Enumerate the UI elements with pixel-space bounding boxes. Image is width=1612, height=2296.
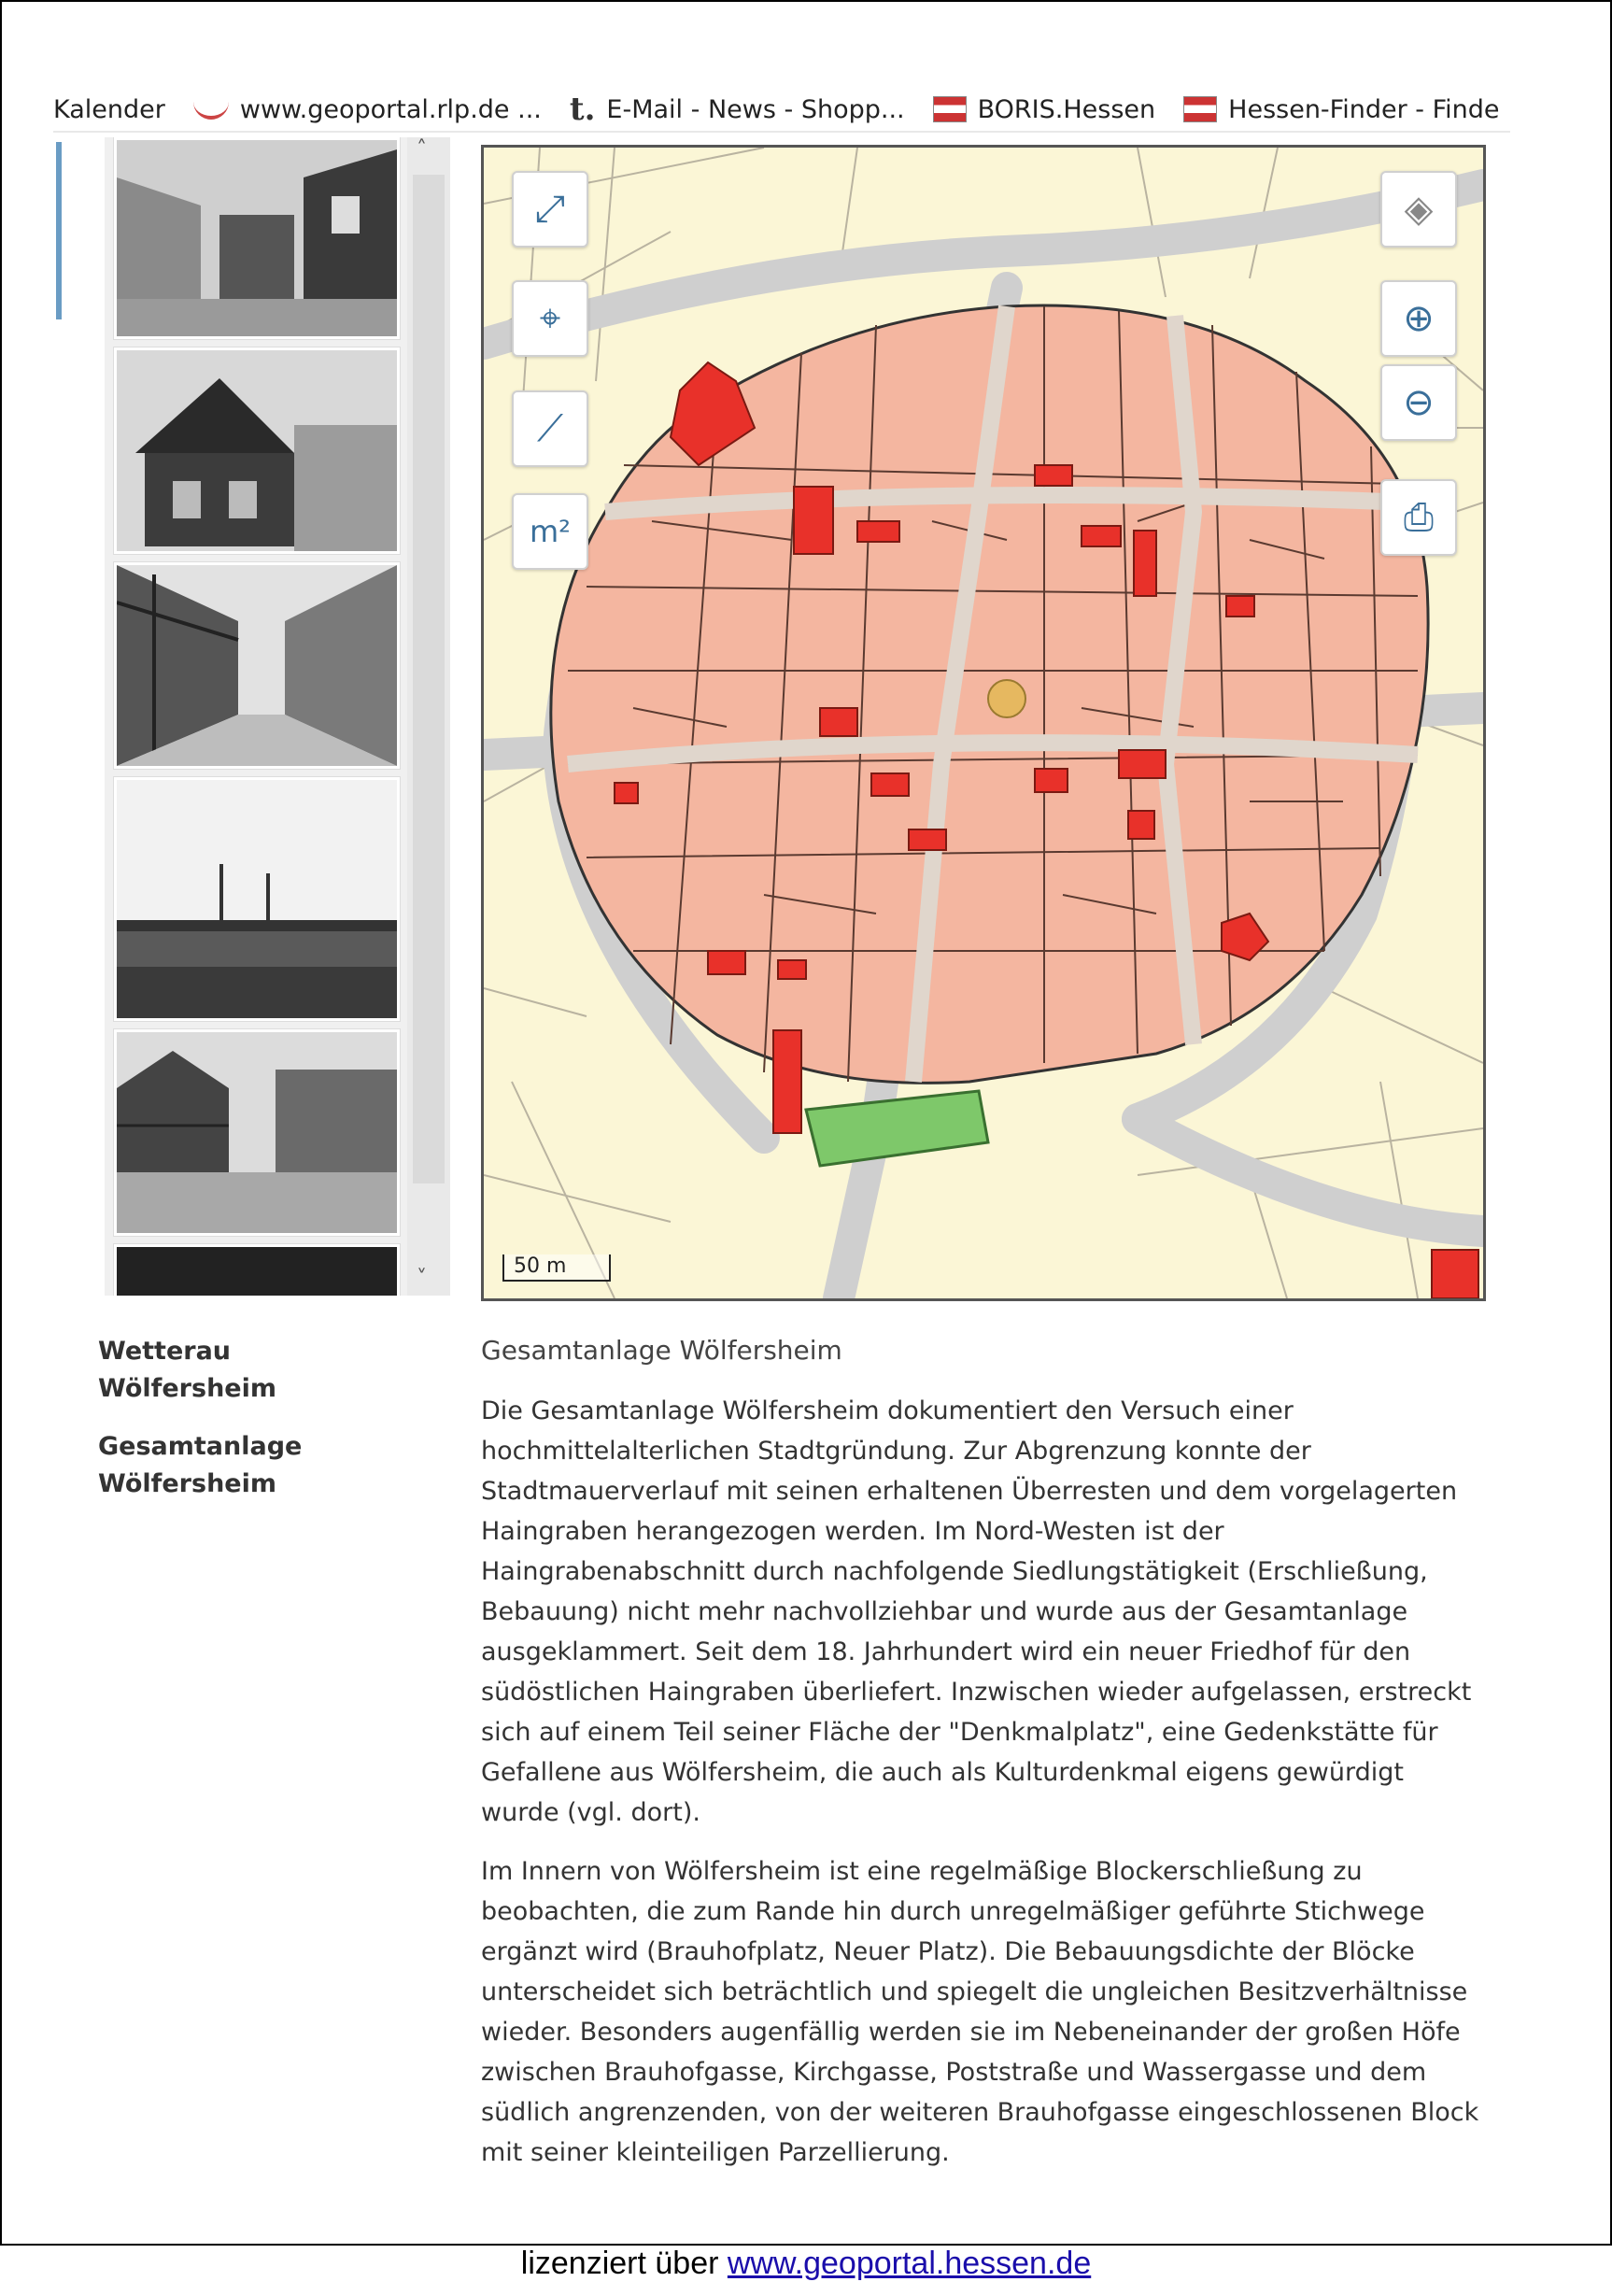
locate-icon[interactable]: ⌖ (512, 280, 588, 357)
cadastral-map (484, 148, 1483, 1298)
entry-name[interactable]: Wölfersheim (98, 1469, 276, 1498)
photo-thumbnail[interactable] (114, 137, 400, 339)
hessen-flag-icon (1183, 96, 1217, 122)
street-corner-photo (117, 1032, 397, 1233)
page-title: Gesamtanlage Wölfersheim (481, 1335, 842, 1366)
bookmark-geoportal-rlp[interactable] (193, 95, 542, 124)
hessen-flag-icon (933, 96, 967, 122)
breadcrumb-district[interactable]: Wetterau (98, 1337, 232, 1366)
expand-icon[interactable]: ⤢ (512, 171, 588, 248)
print-icon[interactable]: ⎙ (1380, 479, 1457, 556)
bookmark-boris-hessen[interactable] (933, 95, 1156, 124)
sidebar-accent-line (56, 142, 62, 319)
alley-photo (117, 565, 397, 766)
license-footer (0, 2246, 1612, 2282)
measure-area-label: m² (530, 514, 571, 549)
bookmark-label: Kalender (53, 94, 165, 124)
photo-thumbnail[interactable] (114, 562, 400, 769)
scrollbar-thumb[interactable] (413, 175, 445, 1183)
bookmark-hessen-finder[interactable] (1183, 95, 1499, 124)
t-online-icon: t. (569, 91, 596, 128)
chevron-up-icon[interactable]: ˄ (417, 137, 427, 161)
bookmarks-bar (53, 88, 1510, 133)
zoom-out-icon[interactable]: ⊖ (1380, 364, 1457, 441)
license-text: lizenziert über (520, 2246, 719, 2281)
bookmark-kalender[interactable] (53, 95, 165, 124)
description-paragraph: Die Gesamtanlage Wölfersheim dokumentiert den Versuch einer hochmittelalterlichen Stadtgründung. Zur Abgrenzung konnte der Stadtmauerverlauf mit seinen erhaltenen Überresten und dem vorgelagerten Haingraben herangezogen werden. Im Nord-Westen ist der Haingrabenabschnitt durch nachfolgende Siedlungstätigkeit (Erschließung, Bebauung) nicht mehr nachvollziehbar und wurde aus der Gesamtanlage ausgeklammert. Seit dem 18. Jahrhundert wird ein neuer Friedhof für den südöstlichen Haingraben überliefert. Inzwischen wieder aufgelassen, erstreckt sich auf einem Teil seiner Fläche der "Denkmalplatz", eine Gedenkstätte für Gefallene aus Wölfersheim, die auch als Kulturdenkmal eigens gewürdigt wurde (vgl. dort). (481, 1396, 1472, 1827)
map-viewer[interactable] (481, 145, 1486, 1301)
chevron-down-icon[interactable]: ˅ (417, 1267, 427, 1290)
photo-thumbnail[interactable] (114, 1029, 400, 1236)
bookmark-label: www.geoportal.rlp.de ... (239, 94, 542, 124)
spacer (98, 1408, 406, 1428)
church-symbol (988, 680, 1025, 717)
timber-house-photo (117, 350, 397, 551)
bookmark-label: Hessen-Finder - Finde (1228, 94, 1500, 124)
description-paragraph: Im Innern von Wölfersheim ist eine regelmäßige Blockerschließung zu beobachten, die zum Rande hin durch unregelmäßiger geführte Stichwege ergänzt wird (Brauhofplatz, Neuer Platz). Die Bebauungsdichte der Blöcke unterscheidet sich beträchtlich und spiegelt die ungleichen Besitzverhältnisse wieder. Besonders augenfällig werden sie im Nebeneinander der großen Höfe zwischen Brauhofgasse, Kirchgasse, Poststraße und Wassergasse und dem südlich angrenzenden, von der weiteren Brauhofgasse eingeschlossenen Block mit seiner kleinteiligen Parzellierung. (481, 1857, 1479, 2167)
measure-area-icon[interactable] (512, 493, 588, 570)
photo-thumbnail[interactable] (114, 1244, 400, 1296)
photo-thumbnail[interactable] (114, 777, 400, 1021)
zoom-in-icon[interactable]: ⊕ (1380, 280, 1457, 357)
bookmark-label: E-Mail - News - Shopp... (606, 94, 905, 124)
photo-thumbnail-strip[interactable] (105, 137, 450, 1296)
bookmark-t-online[interactable] (570, 91, 905, 128)
thumbnail-scrollbar[interactable] (407, 137, 450, 1296)
scale-label: 50 m (514, 1254, 567, 1278)
bookmark-label: BORIS.Hessen (977, 94, 1156, 124)
breadcrumb-municipality[interactable]: Wölfersheim (98, 1374, 276, 1403)
measure-line-icon[interactable]: ⟋ (512, 390, 588, 467)
village-panorama-photo (117, 780, 397, 1018)
entry-type[interactable]: Gesamtanlage (98, 1432, 303, 1461)
layers-icon[interactable]: ◈ (1380, 171, 1457, 248)
geoportal-link[interactable]: www.geoportal.hessen.de (727, 2246, 1092, 2281)
map-scale-bar (502, 1254, 611, 1282)
geoportal-icon (193, 99, 229, 120)
photo-thumbnail[interactable] (114, 347, 400, 554)
monument-description (481, 1330, 1490, 2191)
street-photo (117, 140, 397, 336)
breadcrumb (98, 1333, 406, 1503)
